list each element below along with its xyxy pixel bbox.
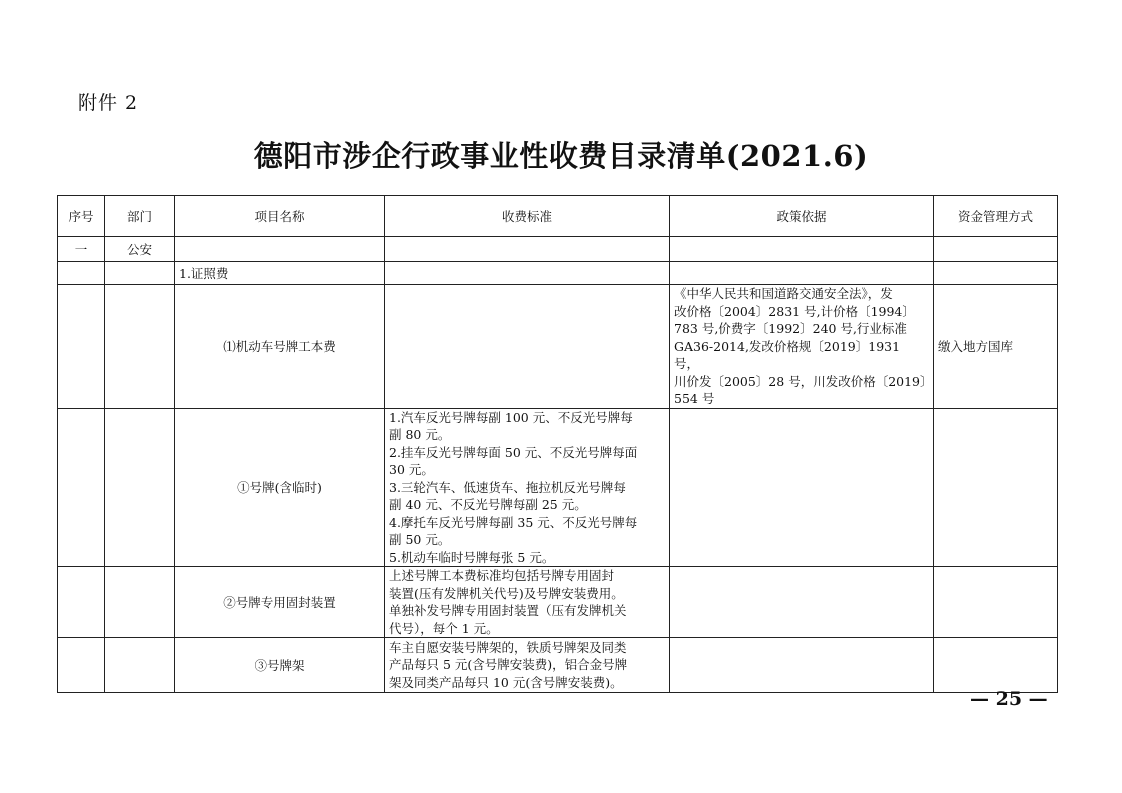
table-row [58, 237, 1058, 262]
cell-management [934, 567, 1058, 638]
cell-item [175, 237, 385, 262]
fee-catalog-table [57, 195, 1058, 693]
cell-management [934, 262, 1058, 285]
standard-line: 副 50 元。 [389, 532, 451, 547]
cell-standard [385, 262, 670, 285]
table-row [58, 408, 1058, 567]
standard-line: 5.机动车临时号牌每张 5 元。 [389, 549, 555, 565]
standard-line: 4.摩托车反光号牌每副 35 元、不反光号牌每 [389, 514, 638, 530]
header-management: 资金管理方式 [934, 196, 1058, 237]
cell-management [934, 408, 1058, 567]
cell-item: ②号牌专用固封装置 [175, 567, 385, 638]
table-row [58, 567, 1058, 638]
basis-line: 《中华人民共和国道路交通安全法》，发 [674, 286, 893, 301]
basis-line: 改价格〔2004〕2831 号,计价格〔1994〕 [674, 303, 915, 319]
standard-line: 架及同类产品每只 10 元(含号牌安装费)。 [389, 674, 623, 690]
cell-management: 缴入地方国库 [934, 285, 1058, 409]
basis-line: 川价发〔2005〕28 号，川发改价格〔2019〕 [674, 373, 933, 389]
cell-item: 1.证照费 [175, 262, 385, 285]
header-standard: 收费标准 [385, 196, 670, 237]
header-basis: 政策依据 [670, 196, 934, 237]
standard-line: 上述号牌工本费标准均包括号牌专用固封 [389, 568, 615, 583]
cell-dept [105, 408, 175, 567]
cell-basis [670, 638, 934, 693]
cell-item: ⑴机动车号牌工本费 [175, 285, 385, 409]
cell-standard [385, 408, 670, 567]
table-row [58, 262, 1058, 285]
header-item: 项目名称 [175, 196, 385, 237]
standard-line: 车主自愿安装号牌架的，铁质号牌架及同类 [389, 639, 627, 655]
table-row [58, 285, 1058, 409]
cell-item: ①号牌(含临时) [175, 408, 385, 567]
basis-line: 554 号 [674, 391, 715, 406]
standard-line: 装置(压有发牌机关代号)及号牌安装费用。 [389, 585, 624, 601]
standard-line: 2.挂车反光号牌每面 50 元、不反光号牌每面 [389, 444, 638, 460]
attachment-label: 附件 2 [78, 92, 139, 114]
cell-dept [105, 567, 175, 638]
standard-line: 副 40 元、不反光号牌每副 25 元。 [389, 497, 587, 512]
header-dept: 部门 [105, 196, 175, 237]
cell-seq [58, 262, 105, 285]
cell-management [934, 237, 1058, 262]
cell-basis [670, 262, 934, 285]
cell-seq [58, 285, 105, 409]
cell-standard [385, 285, 670, 409]
standard-line: 代号），每个 1 元。 [389, 620, 499, 636]
standard-line: 单独补发号牌专用固封装置（压有发牌机关 [389, 603, 627, 618]
cell-dept [105, 638, 175, 693]
basis-line: 783 号,价费字〔1992〕240 号,行业标准 [674, 321, 907, 336]
basis-line: GA36-2014,发改价格规〔2019〕1931 号， [674, 338, 901, 371]
header-seq: 序号 [58, 196, 105, 237]
cell-standard [385, 237, 670, 262]
cell-basis [670, 408, 934, 567]
cell-seq [58, 567, 105, 638]
cell-seq [58, 638, 105, 693]
cell-dept: 公安 [105, 237, 175, 262]
cell-standard [385, 638, 670, 693]
document-title: 德阳市涉企行政事业性收费目录清单(2021.6) [253, 139, 869, 173]
cell-standard [385, 567, 670, 638]
cell-management [934, 638, 1058, 693]
cell-basis [670, 285, 934, 409]
standard-line: 产品每只 5 元(含号牌安装费)，铝合金号牌 [389, 657, 628, 673]
page-number: — 25 — [970, 688, 1048, 710]
cell-dept [105, 262, 175, 285]
cell-basis [670, 567, 934, 638]
table-row [58, 638, 1058, 693]
cell-item: ③号牌架 [175, 638, 385, 693]
standard-line: 1.汽车反光号牌每副 100 元、不反光号牌每 [389, 409, 633, 425]
cell-dept [105, 285, 175, 409]
standard-line: 副 80 元。 [389, 427, 451, 442]
cell-seq [58, 408, 105, 567]
cell-basis [670, 237, 934, 262]
standard-line: 30 元。 [389, 462, 434, 477]
cell-seq: 一 [58, 237, 105, 262]
table-header-row [58, 196, 1058, 237]
standard-line: 3.三轮汽车、低速货车、拖拉机反光号牌每 [389, 479, 626, 495]
